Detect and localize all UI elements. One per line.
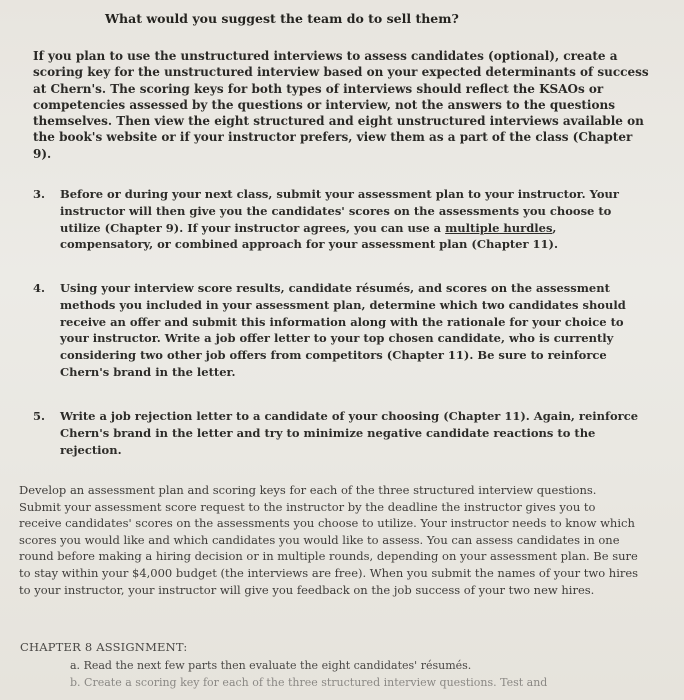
item-text: Write a job rejection letter to a candidate of your choosing (Chapter 11). Again, reinforce Chern's brand in the letter and try to minimize negative candidate reactions to the rejection. xyxy=(60,409,639,457)
item-text: Using your interview score results, candidate résumés, and scores on the assessment methods you included in your assessment plan, determine which two candidates should receive an offer and submit this information along with the rationale for your choice to your instructor. Write a job offer letter to your top chosen candidate, who is currently considering two other job offers from competitors (Chapter 11). Be sure to reinforce Chern's brand in the letter. xyxy=(60,281,626,379)
chapter-assignment-heading: CHAPTER 8 ASSIGNMENT: xyxy=(20,640,188,654)
develop-paragraph: Develop an assessment plan and scoring keys for each of the three structured interview questions. Submit your assessment score request to the instructor by the deadline the instructor gives you to receive candidates' scores on the assessments you choose to utilize. Your instructor needs to know which scores you would like and which candidates you would like to assess. You can assess candidates in one round before making a hiring decision or in multiple rounds, depending on your assessment plan. Be sure to stay within your $4,000 budget (the interviews are free). When you submit the names of your two hires to your instructor, your instructor will give you feedback on the job success of your two new hires. xyxy=(19,483,639,597)
item-number: 5. xyxy=(33,409,46,423)
item-number: 3. xyxy=(33,187,46,201)
item-text: Before or during your next class, submit your assessment plan to your instructor. Your instructor will then give you the candidates' scores on the assessments you choose to utilize (Chapter 9). If your instructor agrees, you can use a multiple hurdles, compensatory, or combined approach for your assessment plan (Chapter 11). xyxy=(60,187,619,252)
multiple-hurdles-term: multiple hurdles xyxy=(445,220,553,235)
sub-item-b: b. Create a scoring key for each of the three structured interview questions. Test and xyxy=(70,676,548,689)
question-heading: What would you suggest the team do to sell them? xyxy=(105,11,459,26)
item-number: 4. xyxy=(33,281,46,295)
intro-paragraph: If you plan to use the unstructured interviews to assess candidates (optional), create a scoring key for the unstructured interview based on your expected determinants of success at Chern's. The scoring keys for both types of interviews should reflect the KSAOs or competencies assessed by the questions or interview, not the answers to the questions themselves. Then view the eight structured and eight unstructured interviews available on the book's website or if your instructor prefers, view them as a part of the class (Chapter 9). xyxy=(33,49,649,161)
sub-item-a: a. Read the next few parts then evaluate the eight candidates' résumés. xyxy=(70,659,472,672)
